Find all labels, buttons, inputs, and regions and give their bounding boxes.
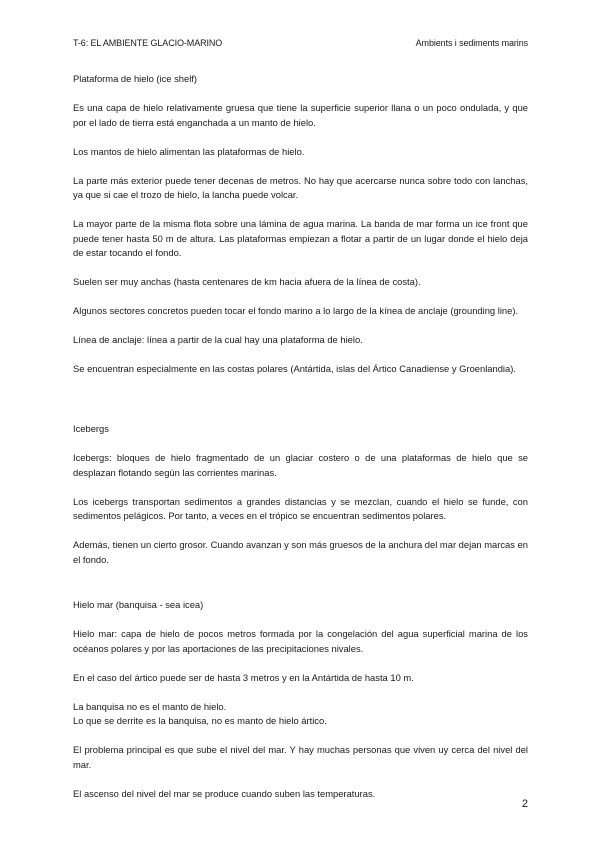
paragraph: El problema principal es que sube el nivel del mar. Y hay muchas personas que viven uy cerca del nivel del mar. bbox=[73, 744, 528, 770]
page-number: 2 bbox=[521, 798, 528, 810]
paragraph: El ascenso del nivel del mar se produce cuando suben las temperaturas. bbox=[73, 787, 376, 799]
paragraph: Además, tienen un cierto grosor. Cuando avanzan y son más gruesos de la anchura del mar dejan marcas en el fondo. bbox=[73, 539, 528, 565]
paragraph: Es una capa de hielo relativamente gruesa que tiene la superficie superior llana o un poco ondulada, y que por el lado de tierra está enganchada a un manto de hielo. bbox=[73, 102, 528, 128]
page-header-right: Ambients i sediments marins bbox=[415, 38, 528, 48]
paragraph: La mayor parte de la misma flota sobre una lámina de agua marina. La banda de mar forma un ice front que puede tener hasta 50 m de altura. Las plataformas empiezan a flotar a partir de un lugar donde el hielo deja de estar tocando el fondo. bbox=[73, 218, 528, 258]
paragraph: Línea de anclaje: línea a partir de la cual hay una plataforma de hielo. bbox=[73, 334, 363, 345]
section-heading-ice-shelf: Plataforma de hielo (ice shelf) bbox=[73, 73, 198, 84]
paragraph: Suelen ser muy anchas (hasta centenares de km hacia afuera de la línea de costa). bbox=[73, 276, 421, 287]
paragraph: En el caso del ártico puede ser de hasta 3 metros y en la Antártida de hasta 10 m. bbox=[73, 671, 414, 683]
paragraph: Los mantos de hielo alimentan las plataformas de hielo. bbox=[73, 145, 305, 157]
paragraph: La parte más exterior puede tener decenas de metros. No hay que acercarse nunca sobre todo con lanchas, ya que si cae el trozo de hielo, la lancha puede volcar. bbox=[73, 174, 528, 200]
paragraph: Icebergs: bloques de hielo fragmentado de un glaciar costero o de una plataformas de hielo que se desplazan flotando según las corrientes marinas. bbox=[73, 452, 528, 478]
paragraph: La banquisa no es el manto de hielo. bbox=[73, 700, 227, 712]
paragraph: Algunos sectores concretos pueden tocar el fondo marino a lo largo de la kínea de anclaje (grounding line). bbox=[73, 305, 519, 316]
paragraph: Lo que se derrite es la banquisa, no es manto de hielo ártico. bbox=[73, 715, 327, 726]
page-header-left: T-6: EL AMBIENTE GLACIO-MARINO bbox=[73, 38, 223, 48]
paragraph: Los icebergs transportan sedimentos a grandes distancias y se mezclan, cuando el hielo se funde, con sedimentos pelágicos. Por tanto, a veces en el trópico se encuentran sedimentos polares. bbox=[73, 495, 528, 521]
section-heading-icebergs: Icebergs bbox=[73, 423, 109, 434]
paragraph: Se encuentran especialmente en las costas polares (Antártida, islas del Ártico Canadiense y Groenlandia). bbox=[73, 363, 516, 374]
document-body bbox=[73, 72, 528, 801]
paragraph: Hielo mar: capa de hielo de pocos metros formada por la congelación del agua superficial marina de los océanos polares y por las aportaciones de las precipitaciones nivales. bbox=[73, 628, 528, 654]
section-heading-sea-ice: Hielo mar (banquisa - sea icea) bbox=[73, 599, 204, 610]
